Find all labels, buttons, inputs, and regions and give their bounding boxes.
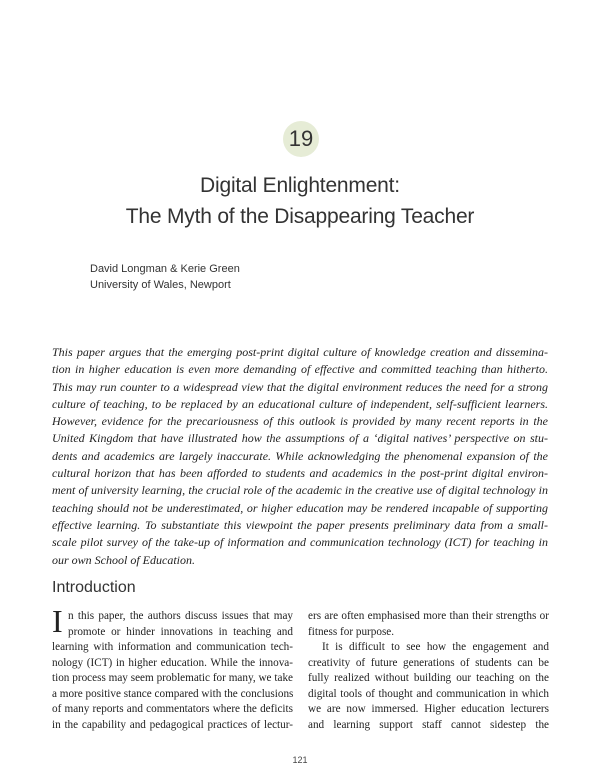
- body-line: fitness for purpose.: [308, 625, 395, 638]
- abstract-line: effective learning. To substantiate this viewpoint the paper presents preliminary data from a small-: [52, 517, 548, 532]
- body-line: promote or hinder innovations in teaching and: [68, 625, 293, 638]
- abstract-line: dents and academics are largely inaccurate. While acknowledging the phenomenal expansion of the: [52, 448, 548, 463]
- abstract-line: our own School of Education.: [52, 552, 195, 567]
- chapter-number: 19: [288, 126, 314, 151]
- body-line: fully realized without building our teaching on the: [308, 672, 549, 684]
- section-heading-introduction: Introduction: [52, 579, 136, 596]
- body-line: n this paper, the authors discuss issues that may: [68, 610, 293, 622]
- body-line: in the capability and pedagogical practices of lectur-: [52, 718, 293, 731]
- abstract-line: However, evidence for the precariousness of this outlook is provided by many recent reports in the: [52, 414, 548, 429]
- author-names: David Longman & Kerie Green: [90, 263, 240, 275]
- body-line: nology (ICT) in higher education. While the innova-: [52, 656, 293, 669]
- body-line: learning with information and communication tech-: [52, 641, 293, 653]
- abstract-line: scale pilot survey of the take-up of information and communication technology (ICT) for teaching in: [52, 535, 548, 550]
- body-line: we are now immersed. Higher education lecturers: [308, 703, 549, 715]
- title-line-1: Digital Enlightenment:: [200, 174, 400, 197]
- abstract-line: cultural horizon that has been afforded to students and academics in the post-print digital environ-: [52, 466, 548, 481]
- body-line: and learning support staff cannot sidestep the: [308, 718, 549, 731]
- body-line: of many reports and commentators where the deficits: [52, 703, 293, 715]
- abstract-line: This paper argues that the emerging post-print digital culture of knowledge creation and dissemina-: [52, 345, 548, 359]
- body-line: ers are often emphasised more than their strengths or: [308, 610, 549, 622]
- body-column-right: [308, 609, 549, 733]
- body-line: a more positive stance compared with the conclusions: [52, 687, 293, 700]
- abstract-line: ment of university learning, the crucial role of the academic in the creative use of digital technology in: [52, 483, 548, 498]
- abstract-line: United Kingdom that have illustrated how the assumptions of a ‘digital natives’ perspective on stu-: [52, 431, 548, 446]
- body-line: tion process may seem problematic for many, we take: [52, 672, 293, 684]
- abstract-line: This may run counter to a widespread view that the digital environment reduces the need for a strong: [52, 379, 548, 394]
- author-affiliation: University of Wales, Newport: [90, 279, 231, 291]
- title-line-2: The Myth of the Disappearing Teacher: [125, 205, 475, 228]
- abstract: [52, 344, 548, 569]
- body-line: creativity of future generations of students can be: [308, 656, 549, 669]
- author-block: [90, 261, 240, 293]
- drop-cap: I: [52, 603, 63, 639]
- abstract-line: teaching should not be underestimated, or higher education may be rendered incapable of supporting: [52, 500, 548, 515]
- page-number: 121: [292, 755, 308, 765]
- abstract-line: culture of teaching, to be replaced by an educational culture of independent, self-sufficient learners.: [52, 396, 548, 411]
- paper-title: [0, 170, 600, 232]
- abstract-line: tion in higher education is even more demanding of effective and committed teaching than hitherto.: [52, 362, 548, 377]
- body-line: digital tools of thought and communication in which: [308, 687, 549, 700]
- body-column-left: [52, 609, 293, 733]
- chapter-number-badge: [283, 121, 319, 157]
- body-line: It is difficult to see how the engagement and: [322, 641, 549, 653]
